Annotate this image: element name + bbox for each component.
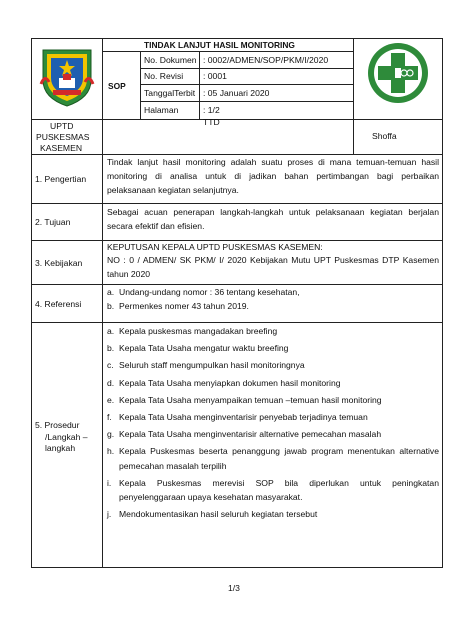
section-label-prosedur-3: langkah [45,443,76,453]
ttd-cell [102,119,354,155]
puskesmas-logo [365,40,431,106]
org-line-1: UPTD [50,121,74,131]
signer-cell [353,119,443,155]
referensi-list [107,285,437,313]
signer-name: Shoffa [372,131,397,141]
sop-label: SOP [108,81,126,91]
section-label-pengertian: 1. Pengertian [35,174,87,184]
list-item: c. Seluruh staff mengumpulkan hasil monitoringnya [107,360,305,371]
list-item: i. Kepala Puskesmas merevisi SOP bila diperlukan untuk peningkatan penyelenggaraan upaya kesehatan masyarakat. [107,477,439,503]
list-item: a. Undang-undang nomor : 36 tentang kesehatan, [107,287,300,297]
prosedur-list [107,324,439,521]
doc-title: TINDAK LANJUT HASIL MONITORING [144,40,295,50]
row-value-halaman: : 1/2 [203,105,220,115]
list-item: h. Kepala Puskesmas beserta penanggung jawab program menentukan alternative pemecahan masalah terpilih [107,446,439,471]
list-item: a. Kepala puskesmas mangadakan breefing [107,326,278,336]
row-value-tanggal: : 05 Januari 2020 [203,88,270,98]
banten-logo [37,44,97,108]
row-label-tanggal: TanggalTerbit [144,88,196,98]
kebijakan-line-2: NO : 0 / ADMEN/ SK PKM/ I/ 2020 Kebijakan Mutu UPT Puskesmas DTP Kasemen tahun 2020 [107,255,439,280]
section-label-referensi: 4. Referensi [35,299,82,309]
pengertian-text: Tindak lanjut hasil monitoring adalah suatu proses di mana temuan-temuan hasil monitoring di analisa untuk di jadikan bahan pertimbangan bagi perbaikan pelaksanaan kegiatan selanjutnya. [107,157,439,196]
list-item: f. Kepala Tata Usaha menginventarisir penyebab terjadinya temuan [107,412,368,423]
org-line-3: KASEMEN [40,143,83,153]
kebijakan-line-1: KEPUTUSAN KEPALA UPTD PUSKESMAS KASEMEN: [107,242,323,252]
row-value-dokumen: : 0002/ADMEN/SOP/PKM/I/2020 [203,55,329,65]
org-line-2: PUSKESMAS [36,132,90,142]
list-item: g. Kepala Tata Usaha menginventarisir alternative pemecahan masalah [107,429,382,440]
list-item: b. Kepala Tata Usaha mengatur waktu breefing [107,343,289,354]
section-label-prosedur-2: /Langkah – [45,432,88,442]
list-item: b. Permenkes nomer 43 tahun 2019. [107,301,249,312]
section-label-tujuan: 2. Tujuan [35,217,71,227]
tujuan-text: Sebagai acuan penerapan langkah-langkah untuk pelaksanaan kegiatan berjalan secara efektif dan efisien. [107,207,439,232]
ttd-label: TTD [203,117,220,127]
list-item: j. Mendokumentasikan hasil seluruh kegiatan tersebut [107,509,318,520]
section-label-kebijakan: 3. Kebijakan [35,258,83,268]
page-number: 1/3 [228,583,240,593]
list-item: d. Kepala Tata Usaha menyiapkan dokumen hasil monitoring [107,377,341,388]
section-label-prosedur-1: 5. Prosedur [35,420,80,430]
row-label-halaman: Halaman [144,105,179,115]
row-label-revisi: No. Revisi [144,71,184,81]
row-value-revisi: : 0001 [203,71,227,81]
row-label-dokumen: No. Dokumen [144,55,197,65]
list-item: e. Kepala Tata Usaha menyampaikan temuan –temuan hasil monitoring [107,394,382,405]
doc-rows-divider [199,51,200,120]
